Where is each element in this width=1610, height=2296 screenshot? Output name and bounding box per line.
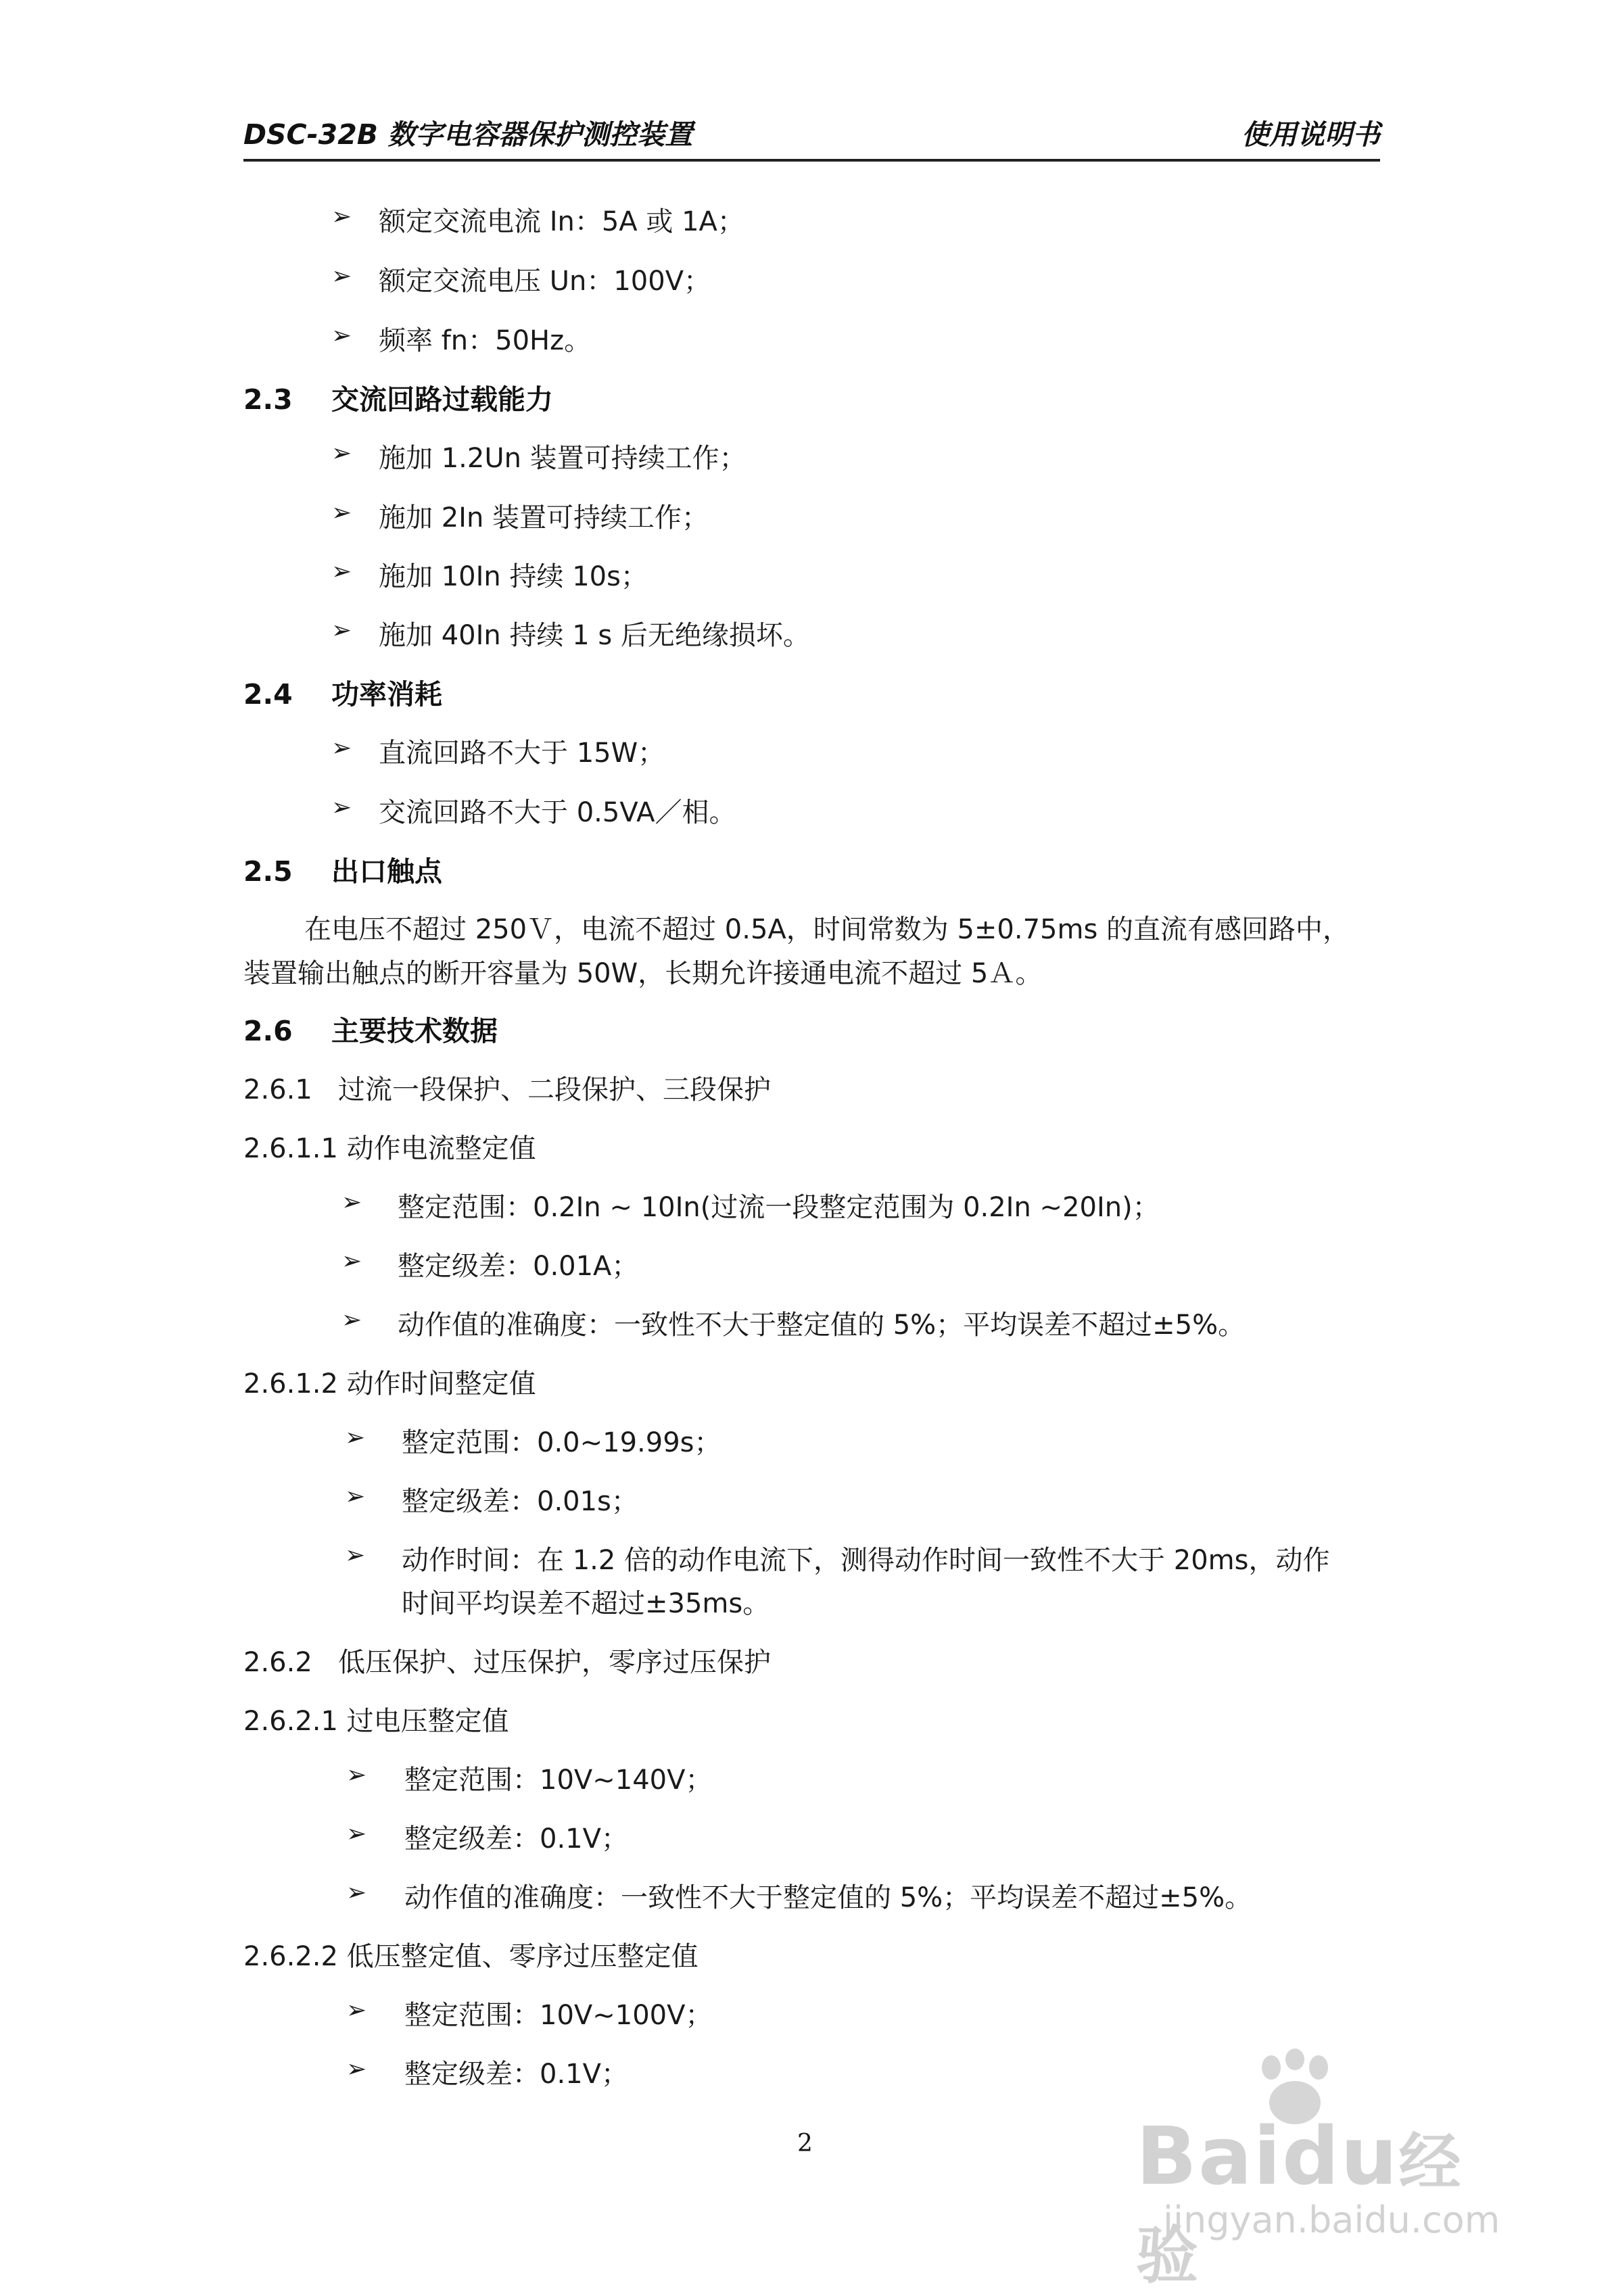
list-item: 交流回路不大于 0.5VA／相。 [379, 797, 736, 828]
section-number: 2.4 [243, 678, 293, 711]
subsection-heading-2-6-1-2: 2.6.1.2 动作时间整定值 [243, 1368, 536, 1400]
list-item: 整定级差：0.01s； [402, 1486, 638, 1517]
bullet-icon: ➢ [345, 1541, 366, 1569]
subsection-heading-2-6-2 [243, 1641, 771, 1679]
subsection-heading-2-6-1-1: 2.6.1.1 动作电流整定值 [243, 1133, 536, 1164]
watermark-brand-latin: Bai [1136, 2109, 1283, 2203]
subsection-heading-2-6-1 [243, 1068, 771, 1107]
bullet-icon: ➢ [346, 1996, 367, 2024]
bullet-icon: ➢ [331, 617, 352, 644]
section-heading-2-4 [243, 672, 442, 712]
watermark-brand-cn: 经验 [1136, 2126, 1463, 2292]
bullet-icon: ➢ [331, 499, 352, 527]
bullet-icon: ➢ [331, 322, 352, 350]
list-item: 施加 2In 装置可持续工作； [379, 502, 709, 533]
bullet-icon: ➢ [341, 1189, 362, 1216]
list-item: 额定交流电压 Un：100V； [379, 266, 711, 297]
bullet-icon: ➢ [345, 1424, 366, 1452]
section-title: 功率消耗 [331, 678, 442, 711]
subsection-heading-2-6-2-1: 2.6.2.1 过电压整定值 [243, 1706, 509, 1737]
subsection-number: 2.6.2 [243, 1647, 312, 1678]
list-item: 直流回路不大于 15W； [379, 738, 665, 769]
bullet-icon: ➢ [331, 439, 352, 467]
list-item: 额定交流电流 In：5A 或 1A； [379, 206, 744, 237]
list-item: 整定级差：0.1V； [404, 2059, 628, 2090]
bullet-icon: ➢ [346, 2055, 367, 2083]
list-item: 整定级差：0.01A； [398, 1251, 639, 1282]
list-item: 施加 1.2Un 装置可持续工作； [379, 443, 747, 474]
list-item: 施加 40In 持续 1 s 后无绝缘损坏。 [379, 620, 810, 651]
paragraph-line: 在电压不超过 250Ｖ，电流不超过 0.5A，时间常数为 5±0.75ms 的直流有感回路中， [304, 914, 1350, 945]
baidu-jingyan-watermark [1136, 2042, 1515, 2292]
subsection-heading-2-6-2-2: 2.6.2.2 低压整定值、零序过压整定值 [243, 1941, 699, 1972]
bullet-icon: ➢ [346, 1761, 367, 1789]
page-number: 2 [797, 2130, 813, 2157]
subsection-title: 低压保护、过压保护，零序过压保护 [338, 1647, 771, 1678]
bullet-icon: ➢ [331, 203, 352, 231]
list-item: 动作值的准确度：一致性不大于整定值的 5%；平均误差不超过±5%。 [398, 1310, 1246, 1341]
bullet-icon: ➢ [331, 734, 352, 762]
page-header [243, 112, 1380, 162]
bullet-icon: ➢ [345, 1483, 366, 1510]
list-item: 整定范围：10V~100V； [404, 2000, 713, 2031]
bullet-icon: ➢ [331, 794, 352, 821]
section-heading-2-5 [243, 849, 442, 889]
list-item-continuation: 时间平均误差不超过±35ms。 [402, 1588, 770, 1619]
bullet-icon: ➢ [341, 1247, 362, 1275]
list-item: 动作时间：在 1.2 倍的动作电流下，测得动作时间一致性不大于 20ms，动作 [402, 1545, 1330, 1576]
watermark-brand-du: du [1282, 2109, 1399, 2203]
list-item: 整定范围：10V~140V； [404, 1765, 713, 1796]
section-heading-2-6 [243, 1009, 498, 1049]
bullet-icon: ➢ [331, 262, 352, 290]
bullet-icon: ➢ [341, 1306, 362, 1334]
section-title: 出口触点 [331, 855, 442, 888]
header-doc-type: 使用说明书 [1241, 118, 1380, 151]
header-title: DSC-32B 数字电容器保护测控装置 [243, 118, 693, 151]
paragraph-line: 装置输出触点的断开容量为 50W，长期允许接通电流不超过 5Ａ。 [243, 958, 1043, 989]
list-item: 整定范围：0.0~19.99s； [402, 1427, 721, 1458]
subsection-number: 2.6.1 [243, 1074, 312, 1105]
list-item: 动作值的准确度：一致性不大于整定值的 5%；平均误差不超过±5%。 [404, 1882, 1252, 1913]
section-number: 2.5 [243, 855, 293, 888]
subsection-title: 过流一段保护、二段保护、三段保护 [338, 1074, 771, 1105]
section-title: 交流回路过载能力 [331, 383, 553, 416]
list-item: 整定级差：0.1V； [404, 1823, 628, 1855]
section-number: 2.3 [243, 383, 293, 416]
section-heading-2-3 [243, 377, 553, 417]
watermark-url: jingyan.baidu.com [1163, 2199, 1500, 2241]
bullet-icon: ➢ [331, 558, 352, 585]
section-number: 2.6 [243, 1015, 293, 1047]
bullet-icon: ➢ [346, 1820, 367, 1848]
list-item: 频率 fn：50Hz。 [379, 325, 592, 356]
list-item: 整定范围：0.2In ~ 10In(过流一段整定范围为 0.2In ~20In)； [398, 1192, 1160, 1223]
list-item: 施加 10In 持续 10s； [379, 561, 648, 592]
section-title: 主要技术数据 [331, 1015, 498, 1047]
bullet-icon: ➢ [346, 1879, 367, 1907]
